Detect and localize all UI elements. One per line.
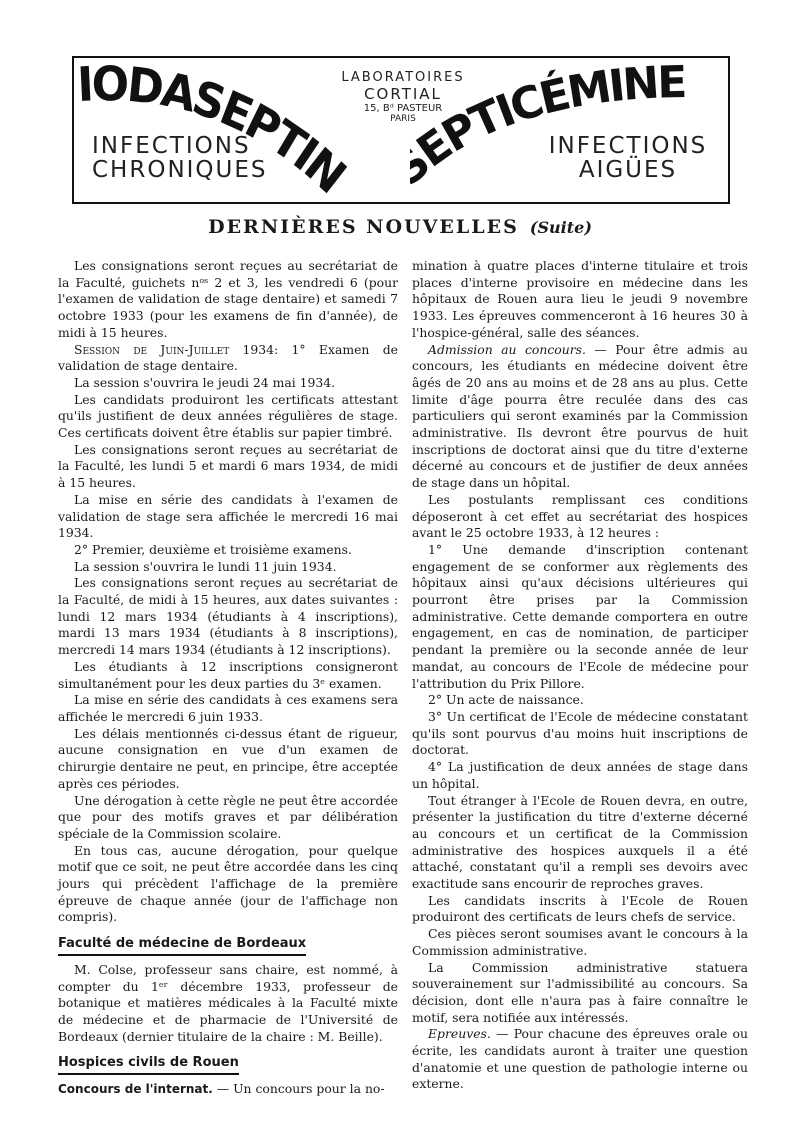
subheading-bordeaux: Faculté de médecine de Bordeaux (58, 936, 306, 956)
paragraph: Les consignations seront reçues au secrétariat de la Faculté, guichets nᵒˢ 2 et 3, les vendredi 6 (pour l'examen de validation de stage dentaire) et samedi 7 octobre 1933 (pour les examens de fin d'année), de midi à 15 heures. (58, 258, 398, 340)
session-label: Session de Juin-Juillet (74, 341, 230, 357)
infections-left-line2: CHRONIQUES (92, 157, 268, 183)
paragraph-text: 1934: 1° Examen de validation de stage dentaire. (58, 341, 398, 374)
paragraph: Les postulants remplissant ces conditions déposeront à cet effet au secrétariat des hospices avant le 25 octobre 1933, à 12 heures : (412, 491, 748, 541)
svg-text:SEPTICÉMINE: EPTICÉMINE (410, 58, 685, 178)
paragraph: La mise en série des candidats à ces examens sera affichée le mercredi 6 juin 1933. (58, 692, 398, 724)
paragraph-text: — Pour chacune des épreuves orale ou écrite, les candidats auront à traiter une question d'anatomie et une question de pathologie interne ou externe. (412, 1026, 748, 1092)
paragraph: En tous cas, aucune dérogation, pour quelque motif que ce soit, ne peut être accordée dans les cinq jours qui précèdent l'affichage de la première épreuve de chaque année (jour de l'affichage non compris). (58, 842, 398, 925)
paragraph: La session s'ouvrira le jeudi 24 mai 1934. (74, 374, 336, 390)
right-column (412, 258, 748, 1093)
section-heading (0, 216, 800, 238)
paragraph: Les consignations seront reçues au secrétariat de la Faculté, de midi à 15 heures, aux dates suivantes : lundi 12 mars 1934 (étudiants à 4 inscriptions), mardi 13 mars 1934 (étudiants à 8 inscriptions), mercredi 14 mars 1934 (étudiants à 12 inscriptions). (58, 575, 398, 658)
infections-left-line1: INFECTIONS (92, 133, 251, 159)
paragraph: La mise en série des candidats à l'examen de validation de stage sera affichée le mercredi 16 mai 1934. (58, 491, 398, 541)
lab-address-line: 15, Bᵈ PASTEUR (363, 103, 443, 114)
run-in-heading: Admission au concours. (428, 341, 586, 357)
paragraph-text: — Pour être admis au concours, les étudiants en médecine doivent être âgés de 20 ans au moins et de 28 ans au plus. Cette limite d'âge pourra être reculée dans des cas particuliers qui seront examinés par la Commission administrative. Ils devront être pourvus de huit inscriptions de doctorat ainsi que du titre d'externe décerné au concours et de justifier de deux années de stage dans un hôpital. (412, 341, 749, 491)
infections-aigues (548, 134, 708, 182)
svg-text:IODASEPTINE: IODASEPTIN (75, 58, 354, 203)
paragraph: Les candidats produiront les certificats attestant qu'ils justifient de deux années régulières de stage. Ces certificats doivent être établis sur papier timbré. (58, 391, 398, 441)
paragraph: 2° Premier, deuxième et troisième examens. (74, 541, 352, 557)
paragraph (412, 342, 748, 492)
infections-right-line1: INFECTIONS (548, 133, 708, 159)
lab-name-line: LABORATOIRES (341, 70, 465, 85)
paragraph: mination à quatre places d'interne titulaire et trois places d'interne provisoire en médecine dans les hôpitaux de Rouen aura lieu le jeudi 9 novembre 1933. Les épreuves commenceront à 16 heures 30 à l'hospice-général, salle des séances. (412, 258, 748, 340)
paragraph: Une dérogation à cette règle ne peut être accordée que pour des motifs graves et par délibération spéciale de la Commission scolaire. (58, 792, 398, 841)
heading-suite: (Suite) (529, 218, 592, 237)
paragraph: 4° La justification de deux années de stage dans un hôpital. (412, 759, 748, 791)
paragraph (58, 1081, 398, 1098)
run-in-heading: Concours de l'internat. (58, 1082, 213, 1097)
infections-chroniques (92, 134, 268, 182)
paragraph: Les étudiants à 12 inscriptions consigneront simultanément pour les deux parties du 3ᵉ examen. (58, 658, 398, 691)
paragraph (412, 1026, 748, 1093)
laboratory-info (328, 70, 478, 124)
lab-city-line: PARIS (390, 114, 416, 124)
paragraph: 2° Un acte de naissance. (428, 692, 584, 708)
paragraph: Les délais mentionnés ci-dessus étant de rigueur, aucune consignation en vue d'un examen de chirurgie dentaire ne peut, en principe, être acceptée après ces périodes. (58, 725, 398, 791)
paragraph: La session s'ouvrira le lundi 11 juin 1934. (74, 558, 337, 574)
infections-right-line2: AIGÜES (578, 157, 678, 183)
subheading-rouen: Hospices civils de Rouen (58, 1055, 239, 1075)
paragraph: M. Colse, professeur sans chaire, est nommé, à compter du 1ᵉʳ décembre 1933, professeur de botanique et matières médicales à la Faculté mixte de médecine et de pharmacie de l'Université de Bordeaux (dernier titulaire de la chaire : M. Beille). (58, 961, 398, 1044)
run-in-heading: Epreuves. (428, 1026, 491, 1042)
paragraph: Les consignations seront reçues au secrétariat de la Faculté, les lundi 5 et mardi 6 mars 1934, de midi à 15 heures. (58, 441, 398, 491)
paragraph: Les candidats inscrits à l'Ecole de Rouen produiront des certificats de leurs chefs de service. (412, 892, 748, 925)
paragraph: La Commission administrative statuera souverainement sur l'admissibilité au concours. Sa décision, dont elle n'aura pas à faire connaître le motif, sera notifiée aux intéressés. (412, 959, 748, 1025)
paragraph-text: — Un concours pour la no- (212, 1081, 385, 1097)
lab-brand-line: CORTIAL (364, 85, 442, 103)
paragraph: Tout étranger à l'Ecole de Rouen devra, en outre, présenter la justification du titre d'externe décerné au concours et un certificat de la Commission administrative des hospices auxquels il a été attaché, constatant qu'il a rempli ses devoirs avec exactitude sans encourir de reproches graves. (412, 792, 748, 892)
paragraph: 3° Un certificat de l'Ecole de médecine constatant qu'ils sont pourvus d'au moins huit inscriptions de doctorat. (412, 708, 748, 758)
heading-title: DERNIÈRES NOUVELLES (208, 216, 519, 238)
paragraph: 1° Une demande d'inscription contenant engagement de se conformer aux règlements des hôpitaux ainsi qu'aux décisions ultérieures qui pourront être prises par la Commission administrative. Cette demande comportera en outre engagement, en cas de nomination, de participer pendant la première ou la seconde année de leur mandat, au concours de l'Ecole de médecine pour l'attribution du Prix Pillore. (412, 541, 748, 691)
paragraph (58, 342, 398, 375)
paragraph: Ces pièces seront soumises avant le concours à la Commission administrative. (412, 926, 748, 958)
left-column (58, 258, 398, 1098)
